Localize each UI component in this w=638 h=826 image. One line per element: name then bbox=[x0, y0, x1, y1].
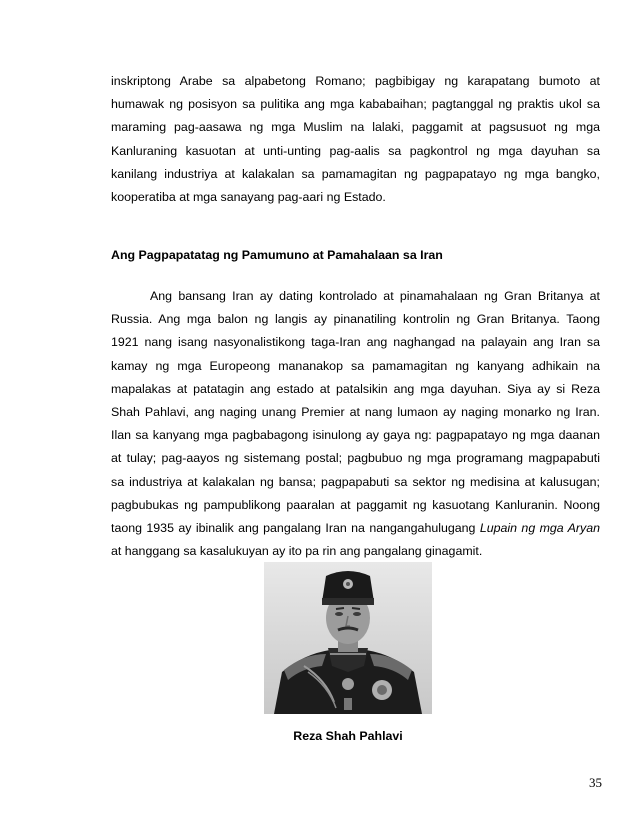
text-line: Kanluraning kasuotan at unti-unting pag-aalis sa pagkontrol ng mga dayuhan sa bbox=[111, 143, 600, 158]
text-line: pagbubukas ng pampublikong paaralan at paggamit ng kasuotang Kanluranin. Noong bbox=[111, 497, 600, 512]
paragraph-reforms bbox=[111, 70, 600, 209]
text-line: kamay ng mga Europeong mananakop sa pamamagitan ng kanyang adhikain na bbox=[111, 358, 600, 373]
text-line: Ang bansang Iran ay dating kontrolado at pinamahalaan ng Gran Britanya at bbox=[150, 289, 600, 303]
text-line: kooperatiba at mga sanayang pag-aari ng Estado. bbox=[111, 190, 386, 205]
page-number: 35 bbox=[589, 775, 602, 790]
paragraph-iran-history bbox=[111, 285, 600, 563]
italic-term: Lupain ng mga Aryan bbox=[479, 521, 600, 536]
text-line: Russia. Ang mga balon ng langis ay pinanatiling kontrolin ng Gran Britanya. Taong bbox=[111, 312, 600, 327]
text-line: sa industriya at kalakalan ng bansa; pagpapabuti sa sektor ng medisina at kalusugan; bbox=[111, 474, 600, 489]
portrait-illustration bbox=[264, 562, 432, 714]
text-line: Ilan sa kanyang mga pagbabagong isinulong ay gaya ng: pagpapatayo ng mga daanan bbox=[111, 428, 600, 443]
photo-caption: Reza Shah Pahlavi bbox=[293, 729, 403, 743]
text-line: inskriptong Arabe sa alpabetong Romano; pagbibigay ng karapatang bumoto at bbox=[111, 74, 600, 88]
section-heading: Ang Pagpapatatag ng Pamumuno at Pamahalaan sa Iran bbox=[111, 248, 443, 262]
text-line: 1921 nang isang nasyonalistikong taga-Iran ang naghangad na palayain ang Iran sa bbox=[111, 335, 600, 350]
text-line: humawak ng posisyon sa pulitika ang mga kababaihan; pagtanggal ng praktis ukol sa bbox=[111, 97, 600, 112]
portrait-photo bbox=[264, 562, 432, 714]
text-line: at hanggang sa kasalukuyan ay ito pa rin ang pangalang ginagamit. bbox=[111, 544, 483, 559]
text-line: kanilang industriya at kalakalan sa pamamagitan ng pagpapatayo ng mga bangko, bbox=[111, 166, 600, 181]
text-line: mapalakas at patatagin ang estado at patalsikin ang mga dayuhan. Siya ay si Reza bbox=[111, 381, 600, 396]
text-line: maraming pag-aasawa ng mga Muslim na lalaki, paggamit at pagsusuot ng mga bbox=[111, 120, 600, 135]
text-fragment: taong 1935 ay ibinalik ang pangalang Iran na nangangahulugang bbox=[111, 521, 480, 536]
text-line bbox=[111, 517, 600, 540]
text-line: Shah Pahlavi, ang naging unang Premier at nang lumaon ay naging monarko ng Iran. bbox=[111, 405, 600, 420]
text-line: at tulay; pag-aayos ng sistemang postal; pagbubuo ng mga programang magpapabuti bbox=[111, 451, 600, 466]
